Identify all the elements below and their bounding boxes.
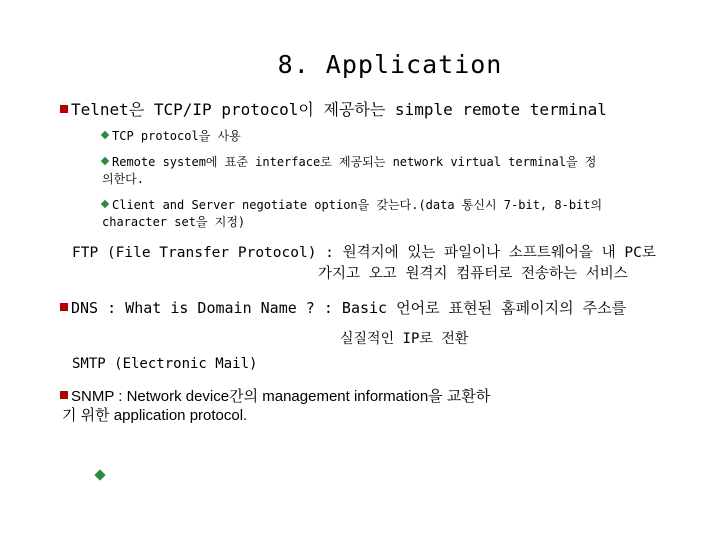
telnet-item-2-cont: 의한다.	[102, 172, 145, 186]
telnet-item-3	[102, 196, 602, 213]
snmp-line-2: 기 위한 application protocol.	[62, 407, 248, 424]
dns-line-2: 실질적인 IP로 전환	[340, 331, 469, 347]
diamond-bullet-icon	[101, 200, 109, 208]
square-bullet-icon	[60, 105, 68, 113]
telnet-text: Telnet은 TCP/IP protocol이 제공하는 simple remote terminal	[71, 100, 607, 119]
diamond-bullet-icon	[101, 157, 109, 165]
snmp-line	[60, 385, 490, 406]
diamond-bullet-icon	[101, 131, 109, 139]
square-bullet-icon	[60, 303, 68, 311]
telnet-item-1	[102, 127, 241, 144]
telnet-item-2	[102, 153, 596, 170]
dns-line	[60, 297, 626, 318]
smtp-line: SMTP (Electronic Mail)	[72, 356, 258, 372]
dns-text: DNS : What is Domain Name ? : Basic 언어로 표현된 홈페이지의 주소를	[71, 299, 627, 317]
ftp-line-1: FTP (File Transfer Protocol) : 원격지에 있는 파일이나 소프트웨어을 내 PC로	[72, 245, 656, 261]
snmp-text: SNMP : Network device간의 management information을 교환하	[71, 388, 491, 405]
square-bullet-icon	[60, 391, 68, 399]
telnet-item-3-cont: character set을 지정)	[102, 215, 246, 229]
telnet-item-text: Remote system에 표준 interface로 제공되는 network virtual terminal을 정	[112, 155, 597, 169]
telnet-line	[60, 97, 607, 120]
diamond-bullet-icon	[94, 469, 105, 480]
slide-title: 8. Application	[277, 50, 503, 79]
empty-bullet	[96, 464, 104, 483]
ftp-line-2: 가지고 오고 원격지 컴퓨터로 전송하는 서비스	[318, 266, 628, 282]
telnet-item-text: Client and Server negotiate option을 갖는다.(data 통신시 7-bit, 8-bit의	[112, 198, 603, 212]
telnet-item-text: TCP protocol을 사용	[112, 129, 241, 143]
